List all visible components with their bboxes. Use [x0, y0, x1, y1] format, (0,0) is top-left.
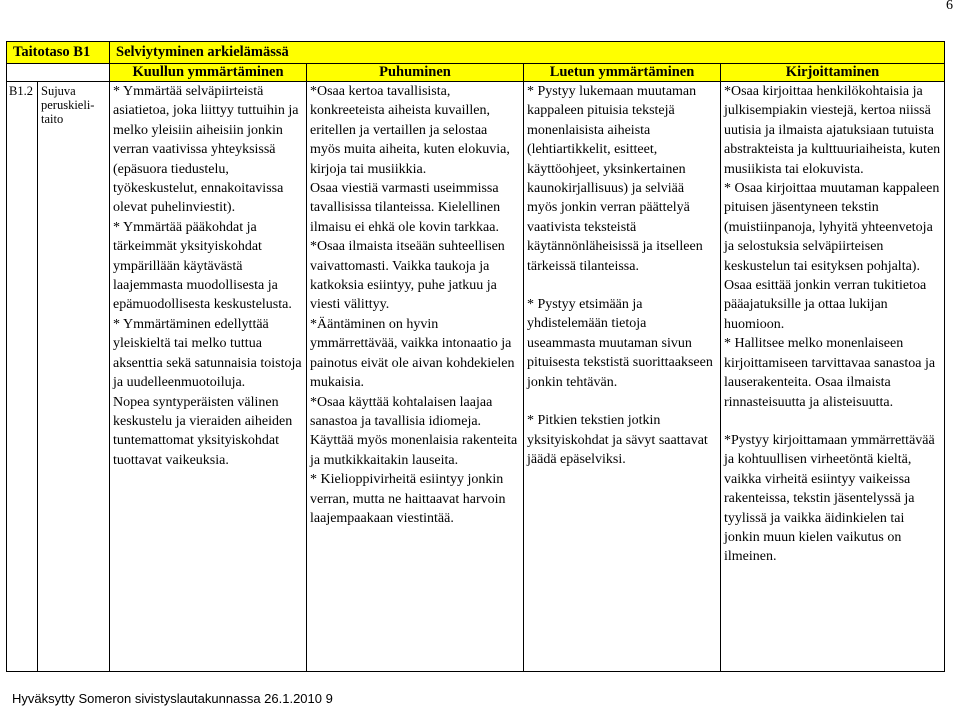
paragraph: * Pystyy etsimään ja yhdistelemään tietoja useammasta muutaman sivun pituisesta tekstistä suorittaakseen jonkin tehtävän.	[527, 297, 713, 390]
paragraph: Nopea syntyperäisten välinen keskustelu ja vieraiden aiheiden tuntemattomat yksityiskohdat tuottavat vaikeuksia.	[113, 394, 293, 468]
writing-cell	[721, 82, 945, 672]
header-writing: Kirjoittaminen	[721, 64, 945, 82]
page-number: 6	[946, 0, 953, 13]
paragraph: *Osaa käyttää kohtalaisen laajaa sanastoa ja tavallisia idiomeja. Käyttää myös monenlaisia rakenteita ja mutkikkaitakin lauseita.	[310, 394, 518, 468]
level-row	[7, 42, 945, 64]
level-name: Sujuva peruskieli-taito	[38, 82, 110, 672]
footer-note: Hyväksytty Someron sivistyslautakunnassa 26.1.2010 9	[12, 691, 333, 706]
header-speaking: Puhuminen	[307, 64, 524, 82]
paragraph: *Osaa ilmaista itseään suhteellisen vaivattomasti. Vaikka taukoja ja katkoksia esiintyy, puhe jatkuu ja viesti välittyy.	[310, 239, 505, 313]
header-listening: Kuullun ymmärtäminen	[110, 64, 307, 82]
paragraph: * Ymmärtää pääkohdat ja tärkeimmät yksityiskohdat ympärillään käytävästä laajemmasta muodollisesta ja epämuodollisesta keskustelusta.	[113, 219, 292, 313]
paragraph: *Osaa kertoa tavallisista, konkreeteista aiheista kuvaillen, eritellen ja vertaillen ja selostaa myös muita aiheita, kuten elokuvia, kirjoja tai musiikkia.	[310, 84, 510, 177]
paragraph: *Osaa kirjoittaa henkilökohtaisia ja julkisempiakin viestejä, kertoa niissä uutisia ja ilmaista ajatuksiaan tutuista abstrakteista ja kulttuuriaiheista, kuten musiikista tai elokuvista.	[724, 84, 941, 177]
speaking-cell	[307, 82, 524, 672]
table-row	[7, 82, 945, 672]
paragraph: * Ymmärtäminen edellyttää yleiskieltä tai melko tuttua aksenttia sekä satunnaisia toistoja ja uudelleenmuotoiluja.	[113, 316, 302, 391]
paragraph: Osaa viestiä varmasti useimmissa tavallisissa tilanteissa. Kielellinen ilmaisu ei ehkä ole kovin tarkkaa.	[310, 181, 501, 235]
skill-level-table	[6, 41, 945, 672]
listening-cell	[110, 82, 307, 672]
header-reading: Luetun ymmärtäminen	[524, 64, 721, 82]
paragraph: Osaa esittää jonkin verran tukitietoa pääajatuksille ja ottaa lukijan huomioon.	[724, 278, 927, 332]
paragraph: * Pystyy lukemaan muutaman kappaleen pituisia tekstejä monenlaisista aiheista (lehtiartikkelit, esitteet, käyttöohjeet, yksinkertainen kaunokirjallisuus) ja selviää myös jonkin verran päättelyä vaativista teksteistä käytännönläheisissä ja itselleen tärkeissä tilanteissa.	[527, 84, 703, 274]
paragraph: * Kielioppivirheitä esiintyy jonkin verran, mutta ne haittaavat harvoin laajempaakaan viestintää.	[310, 472, 506, 526]
header-row	[7, 64, 945, 82]
paragraph: * Osaa kirjoittaa muutaman kappaleen pituisen jäsentyneen tekstin (muistiinpanoja, lyhyitä yhteenvetoja ja selostuksia selväpiirteisen keskustelun tai esityksen pohjalta).	[724, 181, 940, 274]
paragraph: *Ääntäminen on hyvin ymmärrettävää, vaikka intonaatio ja painotus eivät ole aivan kohdekielen mukaisia.	[310, 316, 515, 391]
reading-cell	[524, 82, 721, 672]
paragraph: * Pitkien tekstien jotkin yksityiskohdat ja sävyt saattavat jäädä epäselviksi.	[527, 413, 708, 467]
level-code: B1.2	[7, 82, 38, 672]
level-label: Taitotaso B1	[7, 42, 110, 64]
paragraph: * Hallitsee melko monenlaiseen kirjoittamiseen tarvittavaa sanastoa ja lauserakenteita. Osaa ilmaista rinnasteisuutta ja alisteisuutta.	[724, 336, 936, 410]
table-title: Selviytyminen arkielämässä	[110, 42, 945, 64]
header-blank	[7, 64, 110, 82]
paragraph: *Pystyy kirjoittamaan ymmärrettävää ja kohtuullisen virheetöntä kieltä, vaikka virheitä esiintyy vaikeissa rakenteissa, tekstin jäsentelyssä ja tyylissä ja vaikka äidinkielen tai jonkin muun kielen vaikutus on ilmeinen.	[724, 432, 935, 565]
paragraph: * Ymmärtää selväpiirteistä asiatietoa, joka liittyy tuttuihin ja melko yleisiin aiheisiin jonkin verran vaativissa yhteyksissä (epäsuora tiedustelu, työkeskustelut, ennakoitavissa olevat puhelinviestit).	[113, 84, 299, 216]
